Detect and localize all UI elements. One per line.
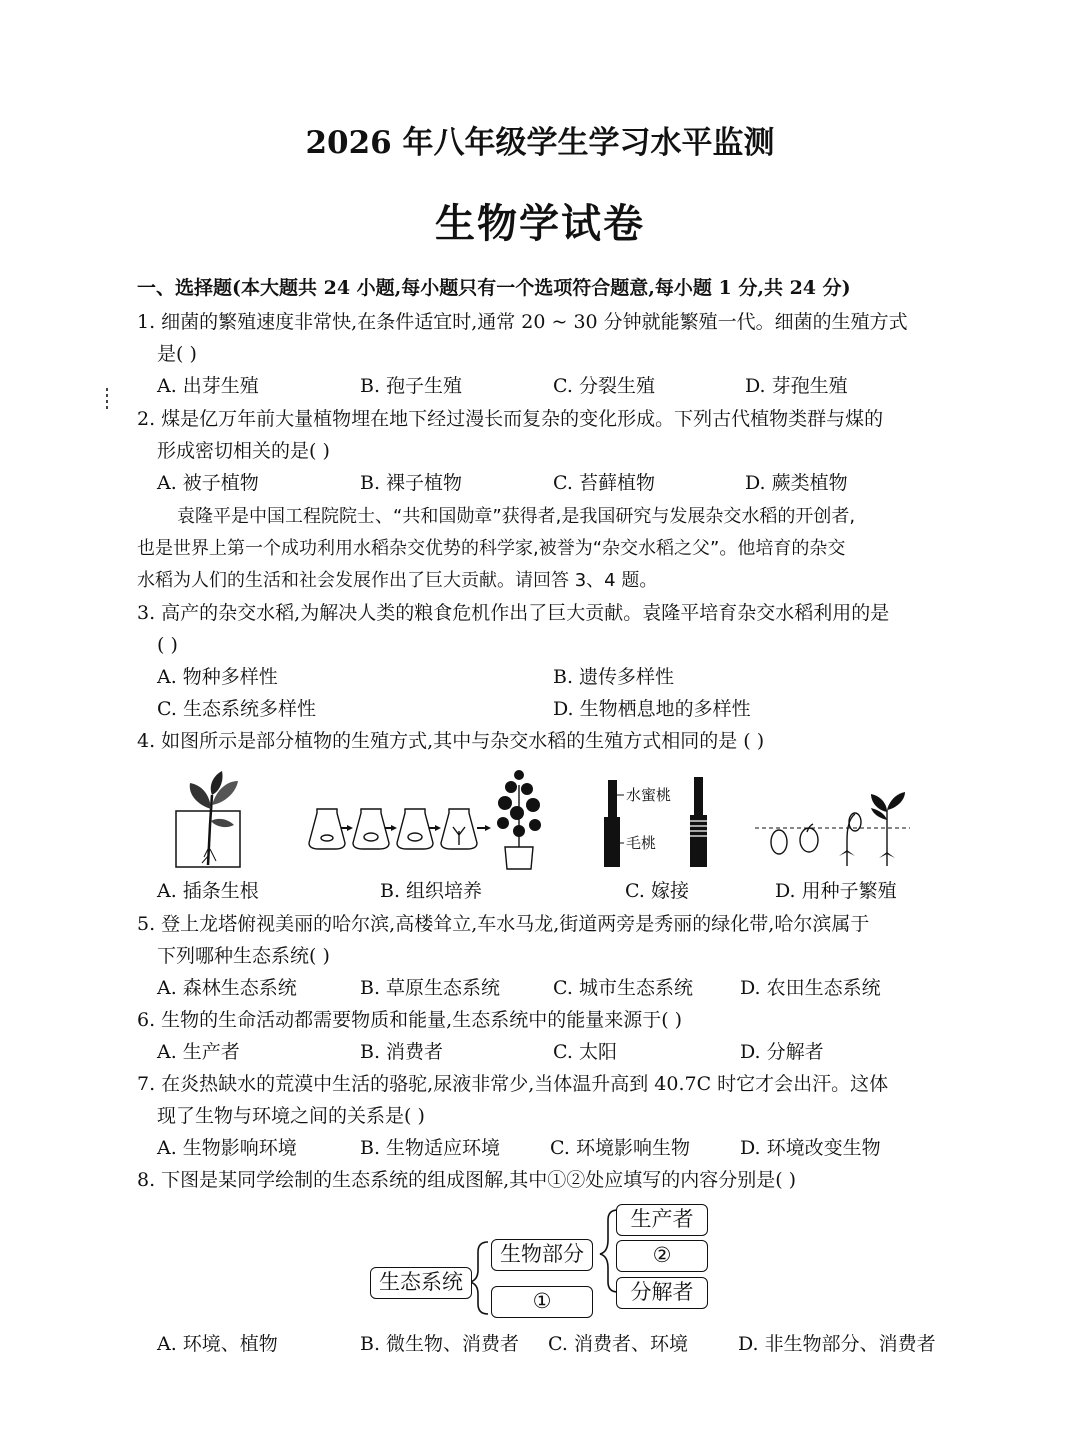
q6-option-c: C. 太阳 bbox=[553, 1041, 617, 1063]
section-heading: 一、选择题(本大题共 24 小题,每小题只有一个选项符合题意,每小题 1 分,共 24 分) bbox=[137, 277, 851, 299]
exam-title: 2026 年八年级学生学习水平监测 bbox=[305, 125, 775, 161]
q2-stem-line2: 形成密切相关的是( ) bbox=[157, 440, 330, 462]
q7-stem-line2: 现了生物与环境之间的关系是( ) bbox=[157, 1105, 425, 1127]
decomposer-box: 分解者 bbox=[616, 1277, 708, 1309]
q7-option-c: C. 环境影响生物 bbox=[550, 1137, 690, 1159]
q6-option-a: A. 生产者 bbox=[157, 1041, 240, 1063]
passage-line1: 袁隆平是中国工程院院士、“共和国勋章”获得者,是我国研究与发展杂交水稻的开创者, bbox=[177, 506, 856, 527]
cutting-rooting-figure bbox=[168, 765, 248, 875]
q6-option-d: D. 分解者 bbox=[740, 1041, 824, 1063]
q4-option-a: A. 插条生根 bbox=[157, 880, 259, 902]
q4-option-b: B. 组织培养 bbox=[380, 880, 483, 902]
tissue-culture-figure bbox=[305, 765, 550, 875]
q7-stem-line1: 7. 在炎热缺水的荒漠中生活的骆驼,尿液非常少,当体温升高到 40.7C 时它才会出汗。这体 bbox=[137, 1073, 889, 1095]
biotic-part-box: 生物部分 bbox=[491, 1239, 593, 1271]
q3-option-b: B. 遗传多样性 bbox=[553, 666, 675, 688]
seed-germination-figure bbox=[755, 780, 915, 870]
q3-option-a: A. 物种多样性 bbox=[157, 666, 278, 688]
q8-option-b: B. 微生物、消费者 bbox=[360, 1333, 520, 1355]
q2-stem-line1: 2. 煤是亿万年前大量植物埋在地下经过漫长而复杂的变化形成。下列古代植物类群与煤的 bbox=[137, 408, 884, 430]
q3-stem-line1: 3. 高产的杂交水稻,为解决人类的粮食危机作出了巨大贡献。袁隆平培育杂交水稻利用的是 bbox=[137, 602, 890, 624]
q5-option-c: C. 城市生态系统 bbox=[553, 977, 693, 999]
q8-option-c: C. 消费者、环境 bbox=[548, 1333, 688, 1355]
q4-stem-line1: 4. 如图所示是部分植物的生殖方式,其中与杂交水稻的生殖方式相同的是 ( ) bbox=[137, 730, 765, 752]
q1-option-d: D. 芽孢生殖 bbox=[745, 375, 848, 397]
q3-stem-line2: ( ) bbox=[157, 634, 178, 656]
q1-stem-line2: 是( ) bbox=[157, 343, 197, 365]
q7-option-a: A. 生物影响环境 bbox=[157, 1137, 297, 1159]
q7-option-d: D. 环境改变生物 bbox=[740, 1137, 881, 1159]
q4-option-d: D. 用种子繁殖 bbox=[775, 880, 897, 902]
q2-option-c: C. 苔藓植物 bbox=[553, 472, 655, 494]
q5-option-d: D. 农田生态系统 bbox=[740, 977, 881, 999]
q2-option-d: D. 蕨类植物 bbox=[745, 472, 848, 494]
q3-option-d: D. 生物栖息地的多样性 bbox=[553, 698, 751, 720]
graft-label-rootstock: 毛桃 bbox=[626, 834, 657, 852]
q6-option-b: B. 消费者 bbox=[360, 1041, 444, 1063]
q3-option-c: C. 生态系统多样性 bbox=[157, 698, 316, 720]
exam-subtitle: 生物学试卷 bbox=[435, 200, 645, 247]
q4-option-c: C. 嫁接 bbox=[625, 880, 689, 902]
blank-1-box: ① bbox=[491, 1286, 593, 1318]
q1-option-b: B. 孢子生殖 bbox=[360, 375, 463, 397]
passage-line2: 也是世界上第一个成功利用水稻杂交优势的科学家,被誉为“杂交水稻之父”。他培育的杂交 bbox=[137, 538, 846, 559]
q1-option-c: C. 分裂生殖 bbox=[553, 375, 655, 397]
q5-option-a: A. 森林生态系统 bbox=[157, 977, 297, 999]
q2-option-a: A. 被子植物 bbox=[157, 472, 259, 494]
blank-2-box: ② bbox=[616, 1240, 708, 1272]
q6-stem-line1: 6. 生物的生命活动都需要物质和能量,生态系统中的能量来源于( ) bbox=[137, 1009, 683, 1031]
q1-option-a: A. 出芽生殖 bbox=[157, 375, 259, 397]
q8-stem-line1: 8. 下图是某同学绘制的生态系统的组成图解,其中①②处应填写的内容分别是( ) bbox=[137, 1169, 797, 1191]
q5-stem-line1: 5. 登上龙塔俯视美丽的哈尔滨,高楼耸立,车水马龙,街道两旁是秀丽的绿化带,哈尔滨属于 bbox=[137, 913, 870, 935]
q5-option-b: B. 草原生态系统 bbox=[360, 977, 501, 999]
margin-dots bbox=[106, 388, 108, 410]
q2-option-b: B. 裸子植物 bbox=[360, 472, 463, 494]
graft-label-scion: 水蜜桃 bbox=[626, 786, 672, 804]
q5-stem-line2: 下列哪种生态系统( ) bbox=[157, 945, 330, 967]
passage-line3: 水稻为人们的生活和社会发展作出了巨大贡献。请回答 3、4 题。 bbox=[137, 570, 658, 591]
q1-stem-line1: 1. 细菌的繁殖速度非常快,在条件适宜时,通常 20 ~ 30 分钟就能繁殖一代。细菌的生殖方式 bbox=[137, 311, 908, 333]
q8-option-a: A. 环境、植物 bbox=[157, 1333, 278, 1355]
ecosystem-box: 生态系统 bbox=[370, 1267, 472, 1299]
producer-box: 生产者 bbox=[616, 1204, 708, 1236]
q7-option-b: B. 生物适应环境 bbox=[360, 1137, 501, 1159]
q8-option-d: D. 非生物部分、消费者 bbox=[738, 1333, 936, 1355]
